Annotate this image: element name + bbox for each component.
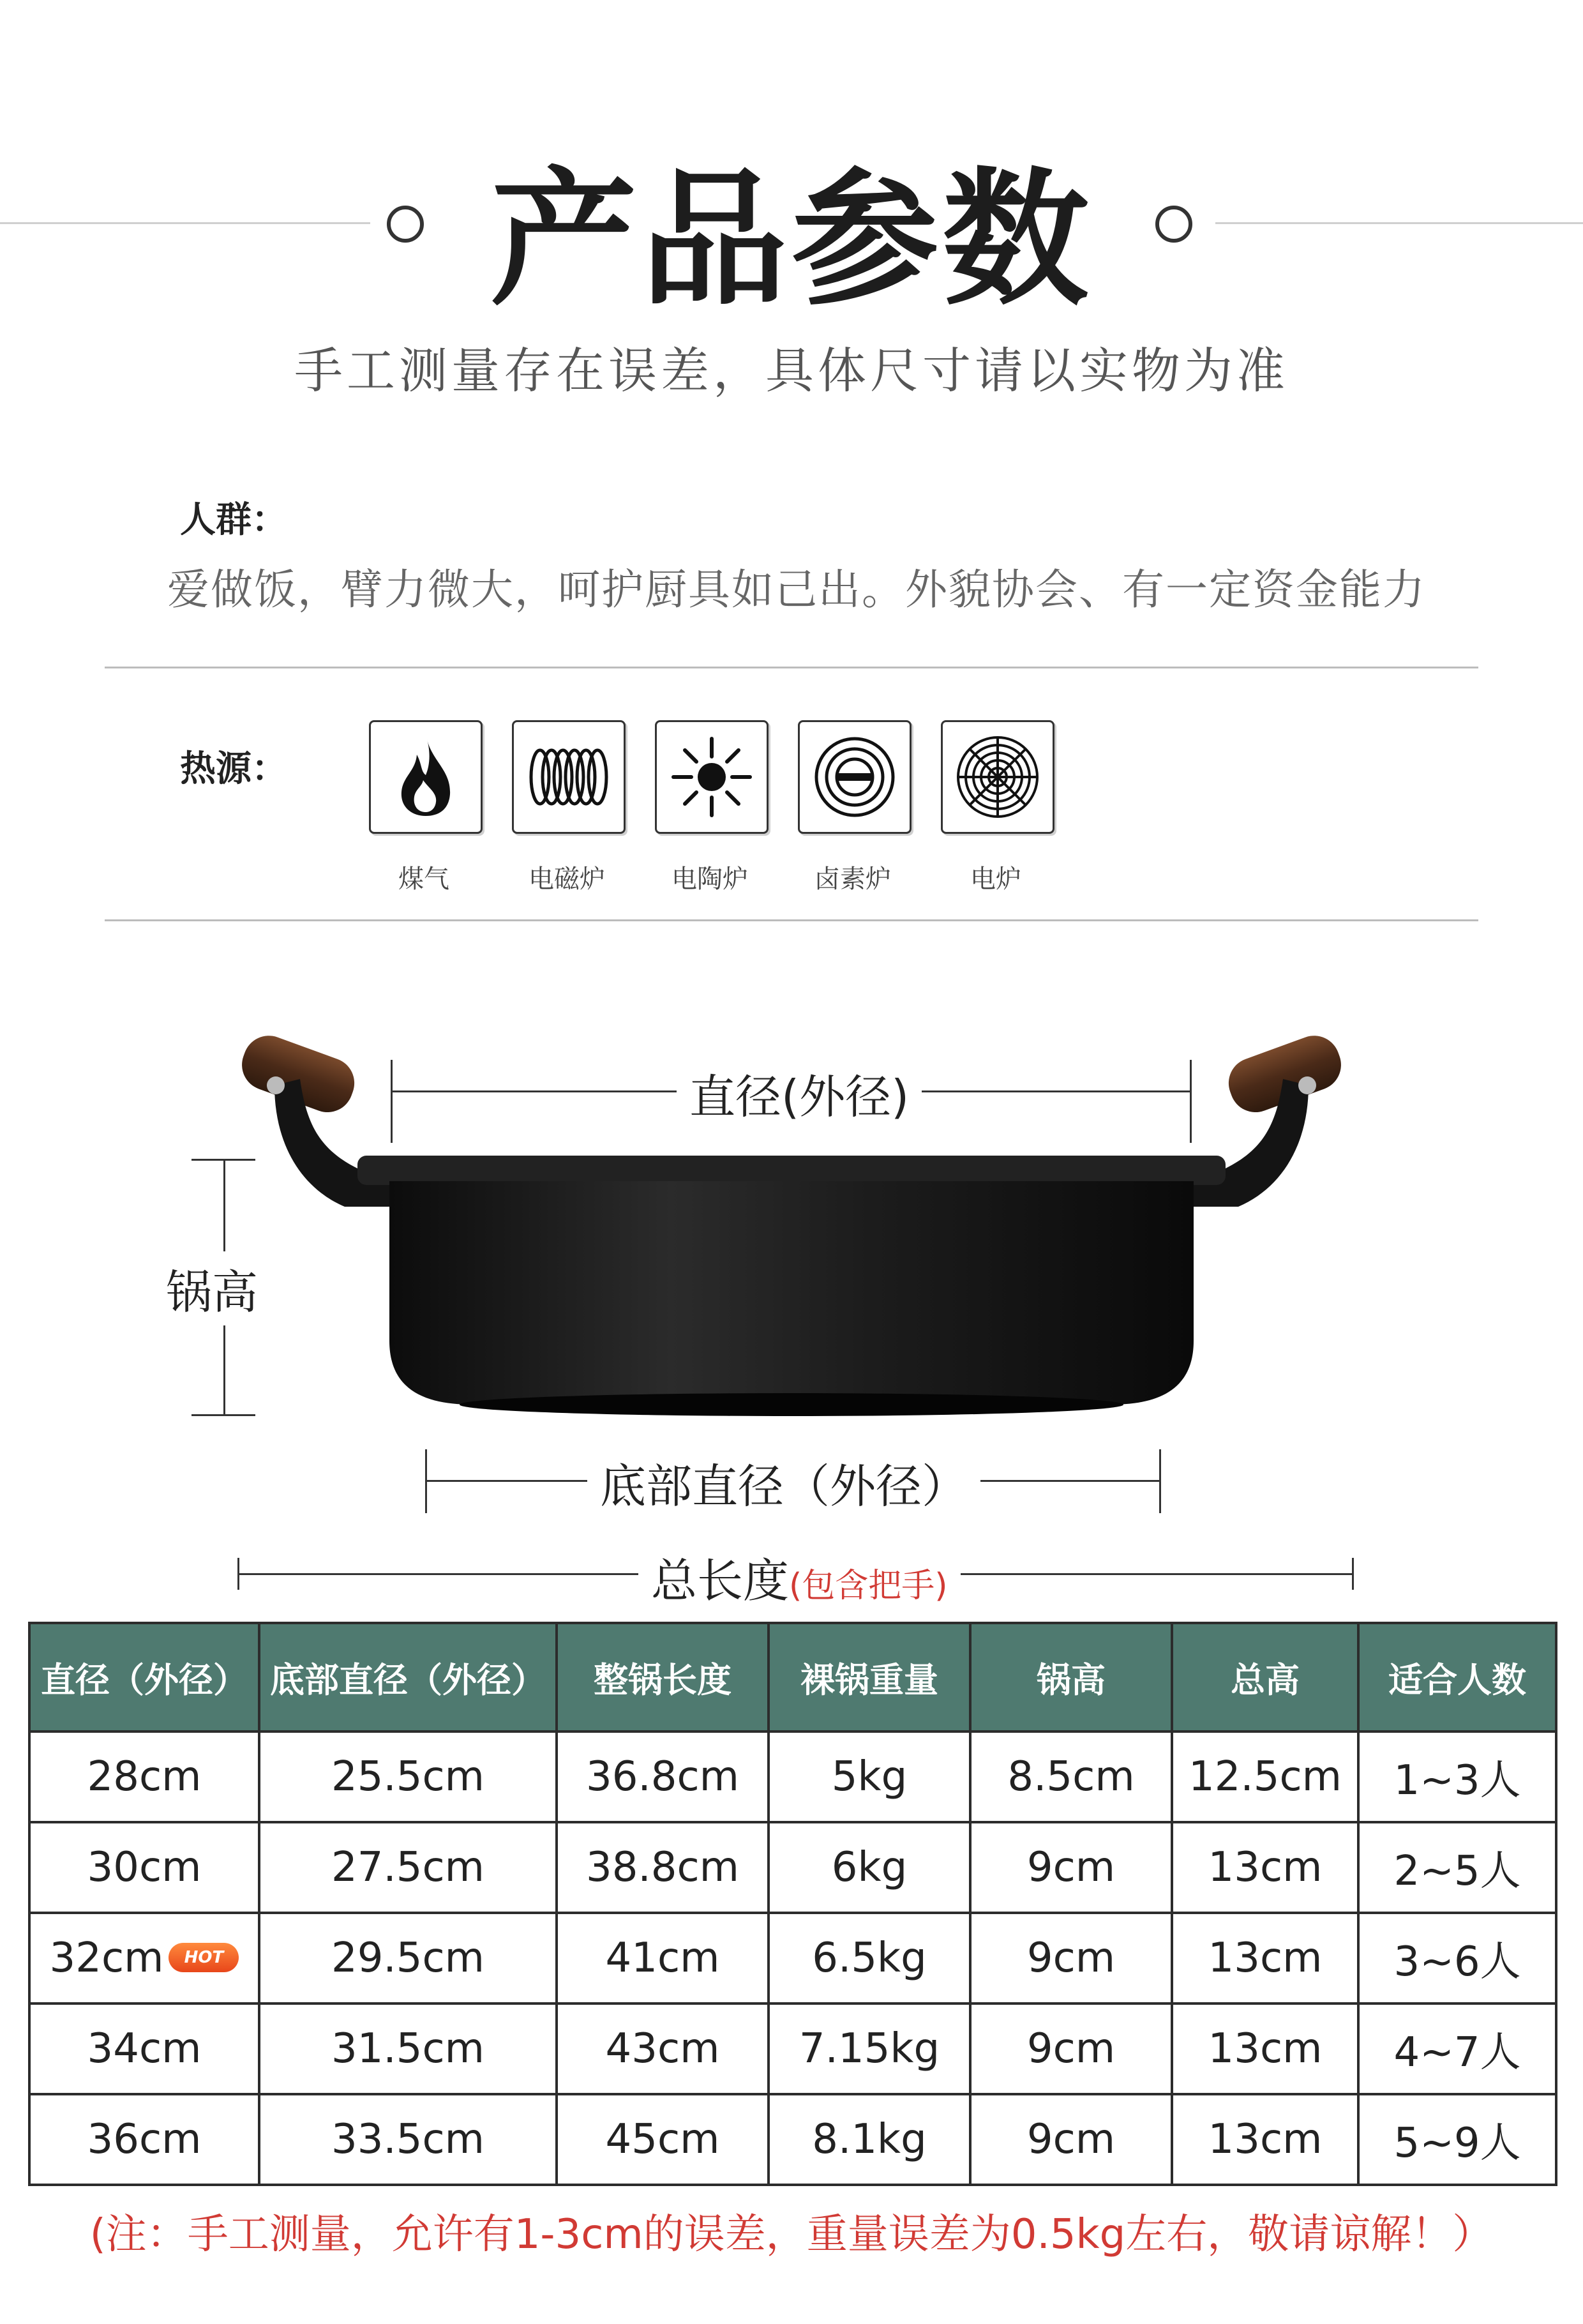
heat-label-ceramic: 电陶炉 — [671, 864, 748, 894]
cell: 38.8cm — [557, 1822, 769, 1913]
heat-label-halogen: 卤素炉 — [814, 864, 891, 894]
page-subtitle: 手工测量存在误差，具体尺寸请以实物为准 — [294, 342, 1289, 399]
header-total-length: 整锅长度 — [557, 1623, 769, 1732]
table-header-row — [29, 1623, 1556, 1732]
cell-value: 32cm — [49, 1935, 164, 1982]
total-length-note: (包含把手) — [789, 1567, 948, 1605]
cell: 34cm — [29, 2003, 259, 2094]
cell: 29.5cm — [259, 1913, 557, 2003]
spiral-icon — [941, 720, 1054, 834]
total-length-label — [638, 1544, 961, 1610]
cell: 36.8cm — [557, 1732, 769, 1822]
table-row — [29, 1732, 1556, 1822]
cell: 8.1kg — [769, 2094, 970, 2185]
cell: 31.5cm — [259, 2003, 557, 2094]
header-pot-height: 锅高 — [970, 1623, 1172, 1732]
audience-label: 人群： — [180, 499, 287, 541]
header-weight: 裸锅重量 — [769, 1623, 970, 1732]
cell: 36cm — [29, 2094, 259, 2185]
spec-table — [28, 1622, 1557, 2186]
hot-badge: HOT — [169, 1943, 239, 1972]
cell: 45cm — [557, 2094, 769, 2185]
heat-label-electric: 电炉 — [970, 864, 1021, 894]
cell: 5~9人 — [1358, 2094, 1556, 2185]
cell: 30cm — [29, 1822, 259, 1913]
table-row — [29, 1822, 1556, 1913]
diameter-label: 直径(外径) — [677, 1060, 922, 1126]
cell: 4~7人 — [1358, 2003, 1556, 2094]
cell: 12.5cm — [1172, 1732, 1358, 1822]
cell: 43cm — [557, 2003, 769, 2094]
cell: 9cm — [970, 2094, 1172, 2185]
audience-text: 爱做饭，臂力微大，呵护厨具如己出。外貌协会、有一定资金能力 — [167, 565, 1426, 614]
height-tick-bottom — [191, 1414, 255, 1416]
cell: 7.15kg — [769, 2003, 970, 2094]
header-bottom-diameter: 底部直径（外径） — [259, 1623, 557, 1732]
divider-bottom — [105, 919, 1478, 921]
flame-icon — [369, 720, 483, 834]
cell: 1~3人 — [1358, 1732, 1556, 1822]
heat-source-label: 热源： — [180, 748, 287, 790]
cell: 41cm — [557, 1913, 769, 2003]
cell: 3~6人 — [1358, 1913, 1556, 2003]
cell: 13cm — [1172, 1913, 1358, 2003]
cell: 33.5cm — [259, 2094, 557, 2185]
heat-label-gas: 煤气 — [398, 864, 449, 894]
header-diameter: 直径（外径） — [29, 1623, 259, 1732]
table-row — [29, 2003, 1556, 2094]
cell: 2~5人 — [1358, 1822, 1556, 1913]
height-label: 锅高 — [160, 1251, 264, 1325]
table-row — [29, 1913, 1556, 2003]
header-total-height: 总高 — [1172, 1623, 1358, 1732]
page-title: 产品参数 — [490, 153, 1093, 326]
cell: 5kg — [769, 1732, 970, 1822]
cell: 9cm — [970, 2003, 1172, 2094]
starburst-icon — [655, 720, 769, 834]
diameter-tick-left — [391, 1060, 393, 1143]
cell: 9cm — [970, 1822, 1172, 1913]
cell: 13cm — [1172, 1822, 1358, 1913]
heat-label-induction: 电磁炉 — [529, 864, 605, 894]
diameter-tick-right — [1190, 1060, 1192, 1143]
halogen-icon — [798, 720, 912, 834]
bottom-diameter-label: 底部直径（外径） — [587, 1449, 980, 1516]
cell: 13cm — [1172, 2094, 1358, 2185]
cell: 13cm — [1172, 2003, 1358, 2094]
cell: 6kg — [769, 1822, 970, 1913]
cell: 8.5cm — [970, 1732, 1172, 1822]
header-servings: 适合人数 — [1358, 1623, 1556, 1732]
coil-icon — [512, 720, 626, 834]
divider-top — [105, 667, 1478, 668]
cell: 9cm — [970, 1913, 1172, 2003]
cell: 25.5cm — [259, 1732, 557, 1822]
cell: 28cm — [29, 1732, 259, 1822]
cell: 27.5cm — [259, 1822, 557, 1913]
cell — [29, 1913, 259, 2003]
disclaimer-note: (注：手工测量，允许有1-3cm的误差，重量误差为0.5kg左右，敬请谅解！） — [89, 2211, 1494, 2258]
cell: 6.5kg — [769, 1913, 970, 2003]
table-row — [29, 2094, 1556, 2185]
total-length-text: 总长度 — [651, 1554, 790, 1608]
